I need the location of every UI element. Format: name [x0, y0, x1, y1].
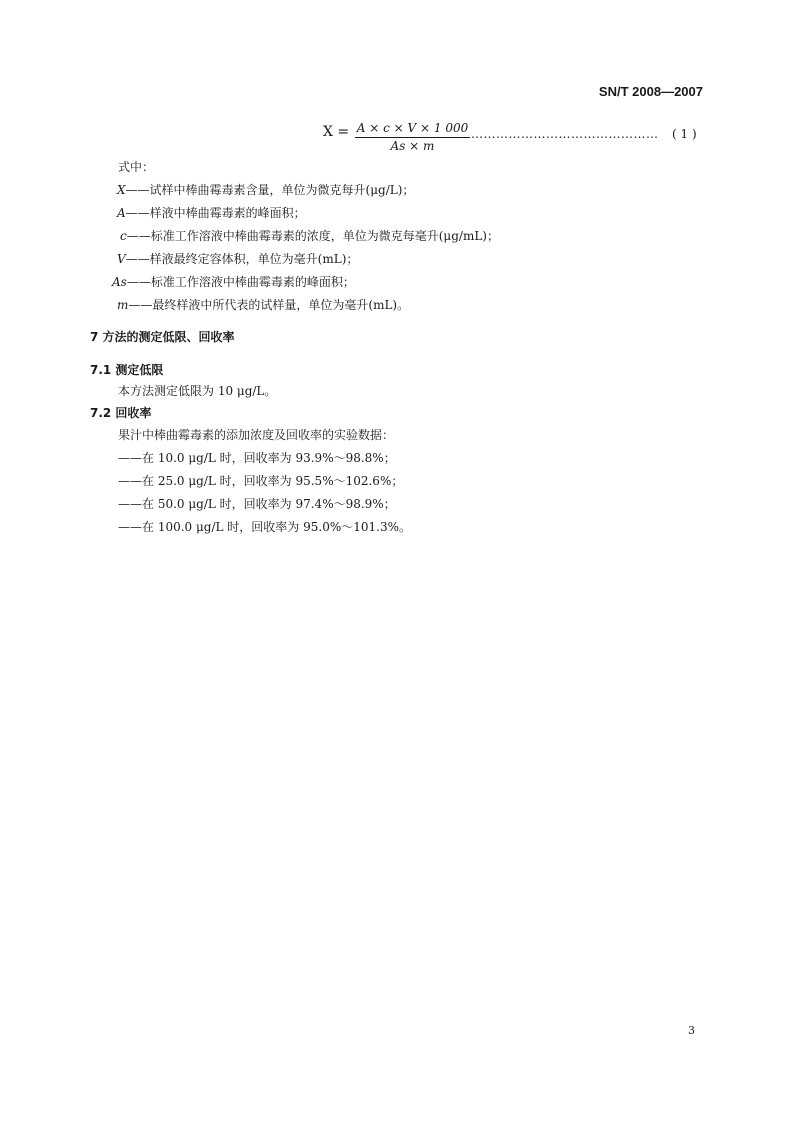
definition-text: ——试样中棒曲霉毒素含量，单位为微克每升(μg/L)； — [125, 183, 415, 197]
definition-text: ——样液最终定容体积，单位为毫升(mL)； — [125, 252, 359, 266]
definition-text: ——标准工作溶液中棒曲霉毒素的浓度，单位为微克每毫升(μg/mL)； — [126, 229, 499, 243]
definition-item — [117, 182, 414, 198]
list-item: ——在 10.0 μg/L 时，回收率为 93.9%～98.8%； — [118, 451, 396, 465]
paragraph: 本方法测定低限为 10 μg/L。 — [118, 384, 277, 398]
fraction-bar — [355, 137, 470, 138]
formula-leader-dots: ……………………………………… — [471, 127, 659, 141]
definition-item — [117, 205, 306, 221]
list-item: ——在 25.0 μg/L 时，回收率为 95.5%～102.6%； — [118, 474, 404, 488]
list-item: ——在 50.0 μg/L 时，回收率为 97.4%～98.9%； — [118, 497, 396, 511]
equation-number: ( 1 ) — [672, 127, 697, 141]
definition-text: ——样液中棒曲霉毒素的峰面积； — [125, 206, 306, 220]
formula-fraction — [355, 121, 470, 154]
section-heading: 7 方法的测定低限、回收率 — [90, 330, 235, 344]
where-label: 式中： — [118, 160, 155, 174]
list-item: ——在 100.0 μg/L 时，回收率为 95.0%～101.3%。 — [118, 520, 411, 534]
subsection-heading: 7.2 回收率 — [90, 406, 152, 420]
definition-text: ——标准工作溶液中棒曲霉毒素的峰面积； — [126, 275, 355, 289]
formula-lhs: X = — [323, 124, 350, 140]
definition-symbol: As — [112, 275, 127, 289]
page-number: 3 — [688, 1024, 695, 1037]
definition-symbol: A — [117, 206, 126, 220]
definition-item — [112, 274, 355, 290]
formula-denominator: As × m — [390, 139, 435, 153]
definition-symbol: X — [117, 183, 126, 197]
definition-symbol: m — [117, 298, 129, 312]
definition-item — [117, 297, 409, 313]
definition-item — [120, 228, 499, 244]
subsection-heading: 7.1 测定低限 — [90, 363, 164, 377]
definition-symbol: V — [117, 252, 126, 266]
paragraph: 果汁中棒曲霉毒素的添加浓度及回收率的实验数据： — [118, 428, 395, 442]
definition-item — [117, 251, 358, 267]
document-code: SN/T 2008—2007 — [598, 84, 703, 99]
definition-symbol: c — [120, 229, 127, 243]
definition-text: ——最终样液中所代表的试样量，单位为毫升(mL)。 — [128, 298, 410, 312]
formula-numerator: A × c × V × 1 000 — [356, 121, 469, 135]
